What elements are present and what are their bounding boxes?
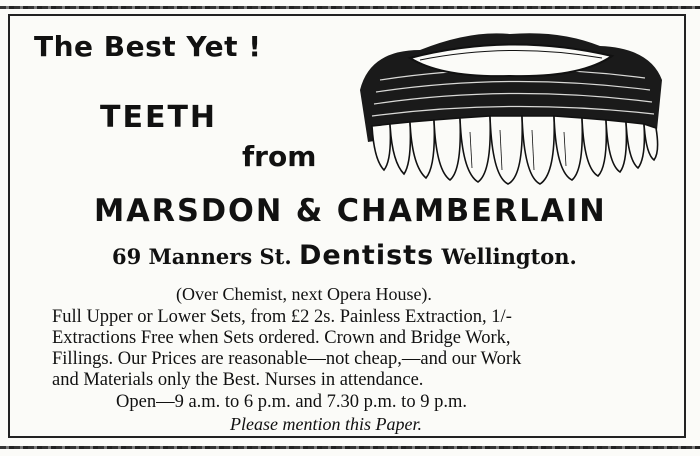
footer-note: Please mention this Paper. (230, 414, 422, 434)
bottom-rule (0, 446, 700, 449)
body-line: Extractions Free when Sets ordered. Crown and Bridge Work, (52, 328, 511, 348)
profession-label: Dentists (298, 240, 435, 271)
body-line: Full Upper or Lower Sets, from £2 2s. Painless Extraction, 1/- (52, 307, 512, 327)
city-name: Wellington. (441, 244, 577, 269)
opening-hours: Open—9 a.m. to 6 p.m. and 7.30 p.m. to 9 p.m. (116, 392, 467, 412)
address-line (112, 240, 577, 271)
street-address: 69 Manners St. (112, 244, 292, 269)
body-line: and Materials only the Best. Nurses in attendance. (52, 370, 424, 390)
from-label: from (242, 140, 317, 173)
firm-name: MARSDON & CHAMBERLAIN (94, 193, 607, 229)
top-rule (0, 6, 700, 9)
headline: The Best Yet ! (34, 30, 262, 63)
body-line: Fillings. Our Prices are reasonable—not cheap,—and our Work (52, 349, 522, 369)
location-note: (Over Chemist, next Opera House). (176, 284, 432, 304)
advert-body (52, 307, 652, 391)
product-title: TEETH (100, 100, 218, 135)
denture-illustration (350, 20, 670, 185)
